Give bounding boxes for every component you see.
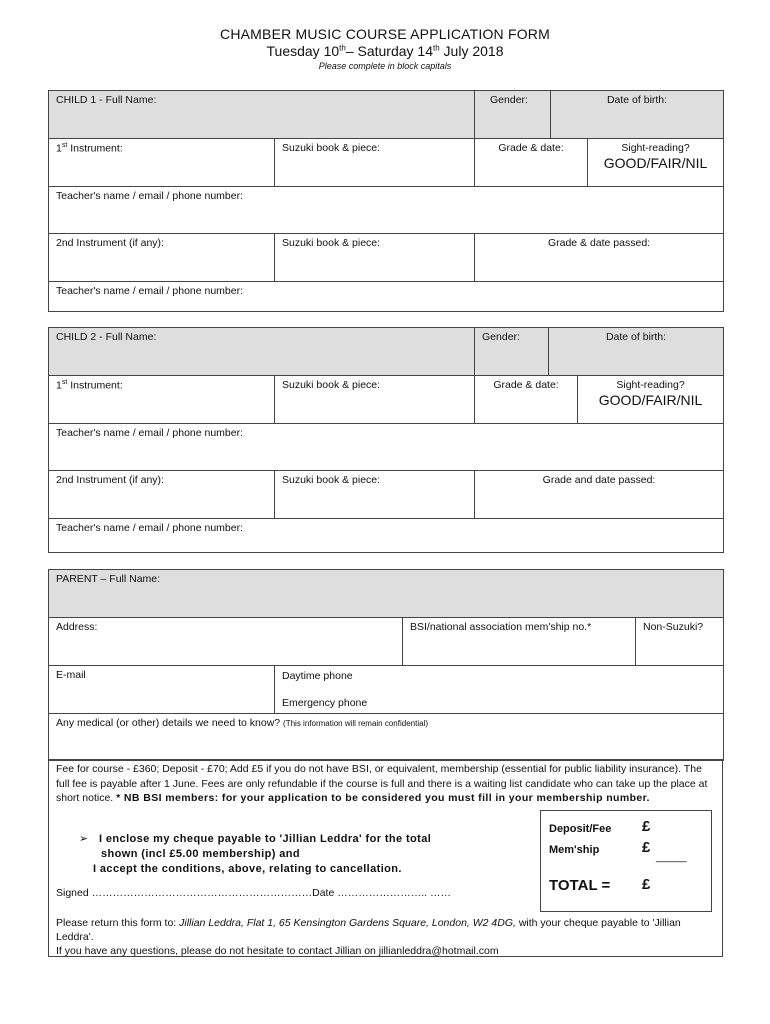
course-dates: Tuesday 10th– Saturday 14th July 2018 [266,43,504,59]
child1-suzuki2-field[interactable]: Suzuki book & piece: [275,234,475,282]
child2-name-field[interactable]: CHILD 2 - Full Name: [49,328,475,376]
parent-phone-field[interactable] [275,666,724,714]
child1-suzuki-field[interactable]: Suzuki book & piece: [275,139,475,187]
child1-section [48,90,724,312]
child2-instrument2-field[interactable]: 2nd Instrument (if any): [49,471,275,519]
payment-section [48,759,723,957]
child2-instrument-field[interactable]: 1st Instrument: [49,376,275,424]
enclose-statement: ➢ I enclose my cheque payable to 'Jillian Leddra' for the total shown (incl £5.00 membership) and I accept the conditions, above, relating to cancellation. [79,833,432,875]
child2-grade-field[interactable]: Grade & date: [475,376,578,424]
signature-line[interactable]: Signed ………………………………………………………Date …………………….. …… [56,887,451,899]
child1-teacher-field[interactable]: Teacher's name / email / phone number: [49,187,724,234]
parent-name-field[interactable]: PARENT – Full Name: [49,570,724,618]
child2-teacher-field[interactable]: Teacher's name / email / phone number: [49,424,724,471]
child1-gender-field[interactable]: Gender: [475,91,551,139]
form-instruction: Please complete in block capitals [318,61,452,71]
child1-dob-field[interactable]: Date of birth: [551,91,724,139]
child1-grade-field[interactable]: Grade & date: [475,139,588,187]
child1-name-field[interactable]: CHILD 1 - Full Name: [49,91,475,139]
bullet-arrow-icon: ➢ [79,833,89,845]
child2-teacher2-field[interactable]: Teacher's name / email / phone number: [49,519,724,553]
parent-nonsuzuki-field[interactable]: Non-Suzuki? [636,618,724,666]
child2-dob-field[interactable]: Date of birth: [549,328,724,376]
parent-address-field[interactable]: Address: [49,618,403,666]
return-instructions: Please return this form to: Jillian Leddra, Flat 1, 65 Kensington Gardens Square, London, W2 4DG, with your cheque payable to 'Jillian Leddra'. If you have any questions, please do not hesitate to contact Jillian on jillianleddra@hotmail.com [56,917,681,957]
parent-bsi-field[interactable]: BSI/national association mem'ship no.* [403,618,636,666]
child1-sightreading-field[interactable]: Sight-reading? GOOD/FAIR/NIL [588,139,724,187]
child2-section [48,327,724,553]
parent-medical-field[interactable]: Any medical (or other) details we need to know? (This information will remain confidential) [49,714,724,761]
fee-text: Fee for course - £360; Deposit - £70; Add £5 if you do not have BSI, or equivalent, membership (essential for public liability insurance). The full fee is payable after 1 June. Fees are only refundable if the course is full and there is a waiting list candidate who can take up the place at short notice. * NB BSI members: for your application to be considered you must fill in your membership number. [56,763,708,804]
form-title: CHAMBER MUSIC COURSE APPLICATION FORM [220,26,550,42]
child2-sightreading-field[interactable]: Sight-reading? GOOD/FAIR/NIL [578,376,724,424]
parent-section [48,569,724,761]
child1-teacher2-field[interactable]: Teacher's name / email / phone number: [49,282,724,312]
daytime-phone-label[interactable]: Daytime phone [282,670,353,682]
child1-instrument-field[interactable]: 1st Instrument: [49,139,275,187]
child2-suzuki2-field[interactable]: Suzuki book & piece: [275,471,475,519]
child2-suzuki-field[interactable]: Suzuki book & piece: [275,376,475,424]
child2-gender-field[interactable]: Gender: [475,328,549,376]
child2-grade2-field[interactable]: Grade and date passed: [475,471,724,519]
parent-email-field[interactable]: E-mail [49,666,275,714]
child1-instrument2-field[interactable]: 2nd Instrument (if any): [49,234,275,282]
emergency-phone-label[interactable]: Emergency phone [282,697,368,709]
payment-total-box: Deposit/Fee £ Mem'ship £ _____ TOTAL = £ [540,810,712,912]
child1-grade2-field[interactable]: Grade & date passed: [475,234,724,282]
